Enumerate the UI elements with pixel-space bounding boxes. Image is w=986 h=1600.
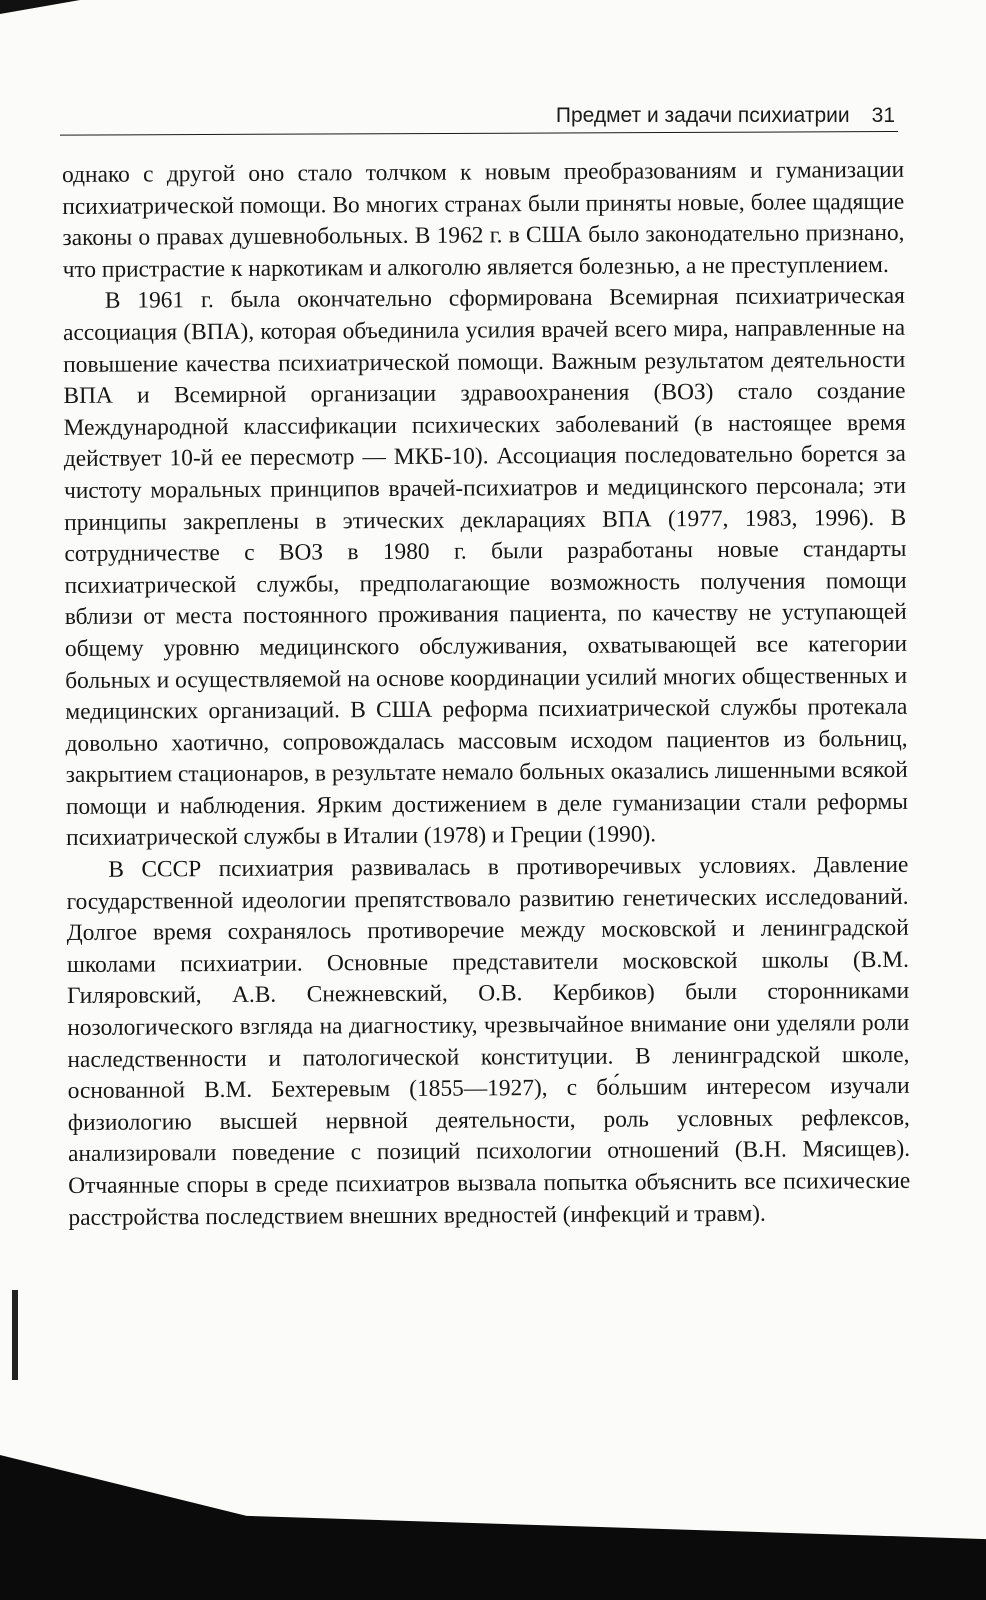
- running-header: [60, 104, 895, 134]
- page-number: 31: [871, 104, 895, 127]
- scan-shadow-band: [0, 1455, 986, 1600]
- paragraph-wpa: В 1961 г. была окончательно сформирована Всемирная психиатрическая ассоциация (ВПА), которая объединила усилия врачей всего мира, направленные на повышение качества психиатрической помощи. Важным результатом деятельности ВПА и Всемирной организации здравоохранения (ВОЗ) стало создание Международной классификации психических заболеваний (в настоящее время действует 10-й ее пересмотр — МКБ-10). Ассоциация последовательно борется за чистоту моральных принципов врачей-психиатров и медицинского персонала; эти принципы закреплены в этических декларациях ВПА (1977, 1983, 1996). В сотрудничестве с ВОЗ в 1980 г. были разработаны новые стандарты психиатрической службы, предполагающие возможность получения помощи вблизи от места постоянного проживания пациента, по качеству не уступающей общему уровню медицинского обслуживания, охватывающей все категории больных и осуществляемой на основе координации усилий многих общественных и медицинских организаций. В США реформа психиатрической службы протекала довольно хаотично, сопровождалась массовым исходом пациентов из больниц, закрытием стационаров, в результате немало больных оказались лишенными всякой помощи и наблюдения. Ярким достижением в деле гуманизации стали реформы психиатрической службы в Италии (1978) и Греции (1990).: [62, 283, 909, 852]
- running-header-title: Предмет и задачи психиатрии: [555, 104, 850, 127]
- scan-edge-mark: [12, 1290, 18, 1380]
- paragraph-continued: однако с другой оно стало толчком к новым преобразованиям и гуманизации психиатрической помощи. Во многих странах были приняты новые, более щадящие законы о правах душевнобольных. В 1962 г. в США было законодательно признано, что пристрастие к наркотикам и алкоголю является болезнью, а не преступлением.: [62, 156, 905, 283]
- paragraph-ussr: В СССР психиатрия развивалась в противоречивых условиях. Давление государственной идеологии препятствовало развитию генетических исследований. Долгое время сохранялось противоречие между московской и ленинградской школами психиатрии. Основные представители московской школы (В.М. Гиляровский, А.В. Снежневский, О.В. Кербиков) были сторонниками нозологического взгляда на диагностику, чрезвычайное внимание они уделяли роли наследственности и патологической конституции. В ленинградской школе, основанной В.М. Бехтеревым (1855—1927), с бо́льшим интересом изучали физиологию высшей нервной деятельности, роль условных рефлексов, анализировали поведение с позиций психологии отношений (В.Н. Мясищев). Отчаянные споры в среде психиатров вызвала попытка объяснить все психические расстройства последствием внешних вредностей (инфекций и травм).: [66, 851, 911, 1231]
- scan-corner-mark: [0, 0, 80, 14]
- body-text: [62, 155, 911, 1234]
